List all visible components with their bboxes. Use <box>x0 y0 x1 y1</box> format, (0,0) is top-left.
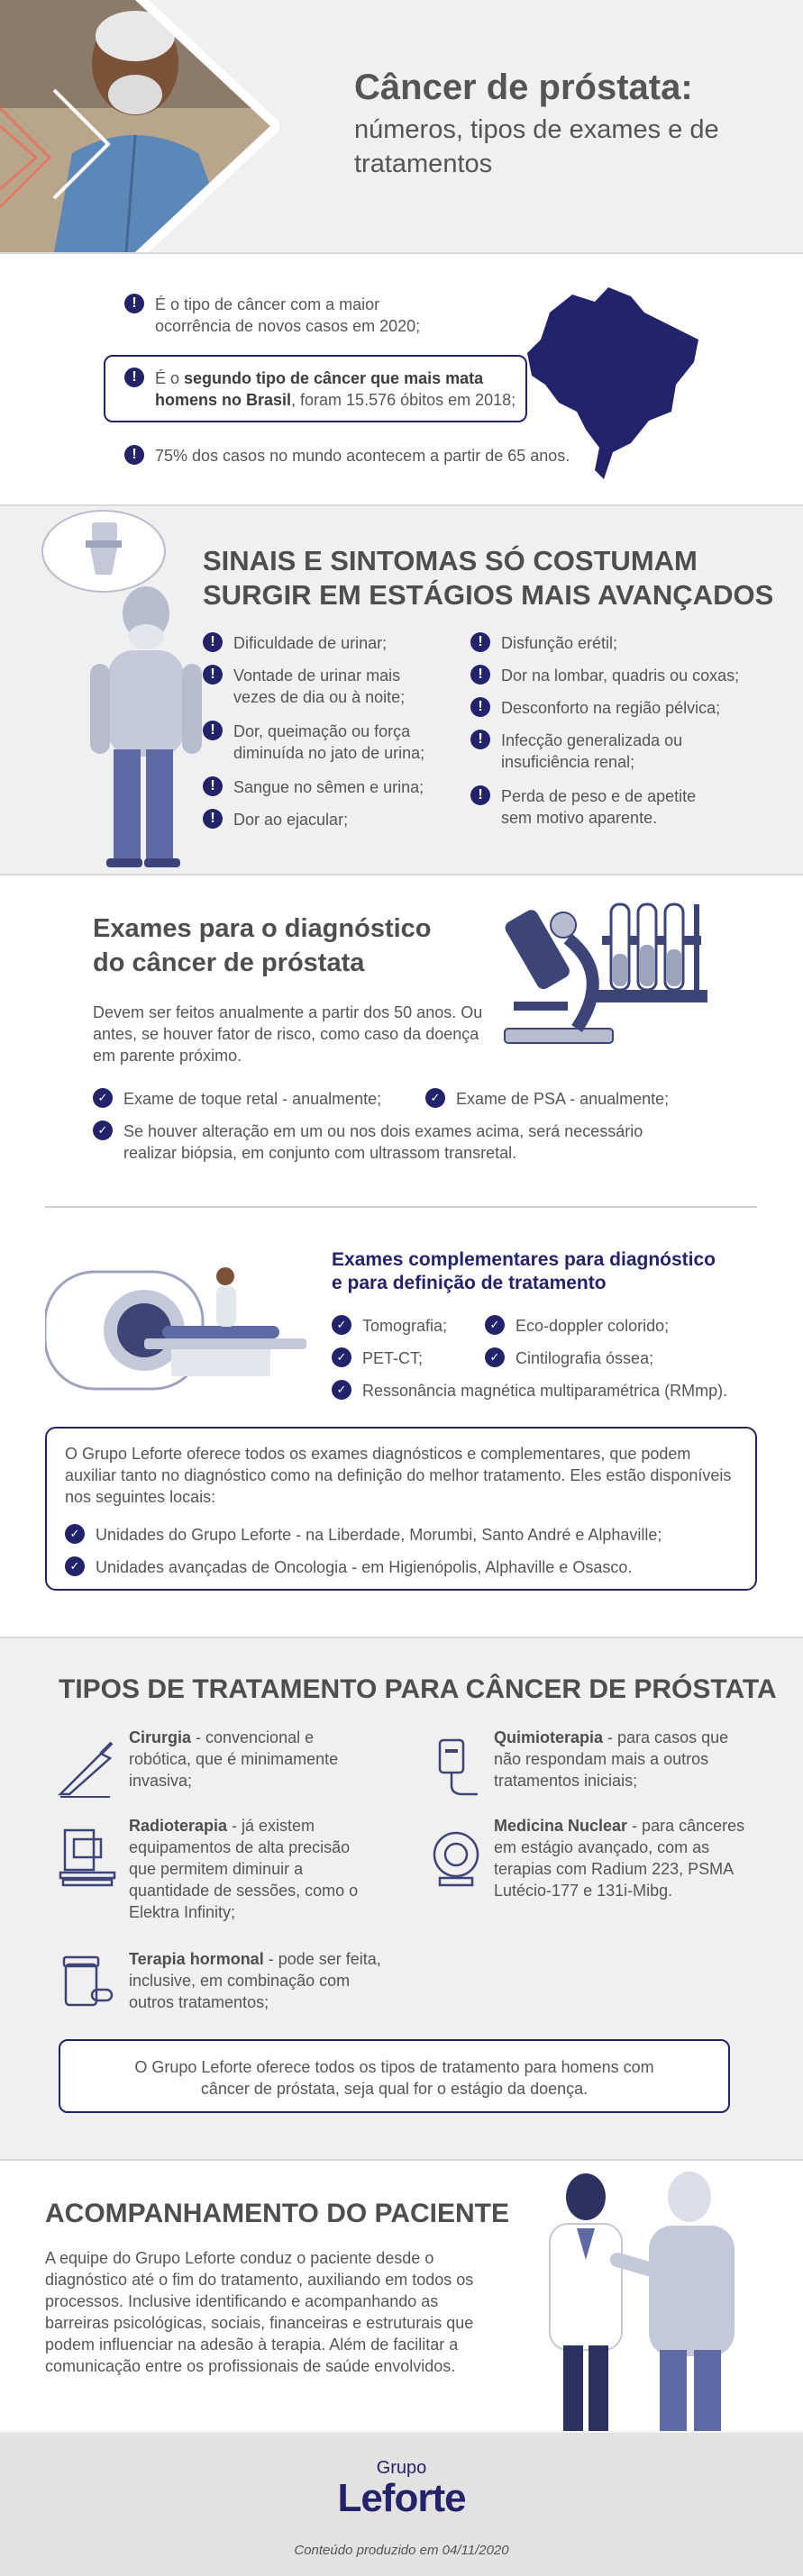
follow-up-title: ACOMPANHAMENTO DO PACIENTE <box>45 2199 510 2228</box>
treatment-hormonal: Terapia hormonal - pode ser feita, inclusive, em combinação com outros tratamentos; <box>129 1950 381 2011</box>
treatment-offer-box: O Grupo Leforte oferece todos os tipos de tratamento para homens com câncer de próstata, seja qual for o estágio da doença. <box>59 2039 730 2113</box>
symptom-item: ! Dor na lombar, quadris ou coxas; <box>470 665 777 686</box>
exclamation-icon: ! <box>124 367 144 387</box>
inner-divider <box>45 1206 757 1208</box>
elderly-man-photo <box>0 0 279 252</box>
check-icon: ✓ <box>332 1347 351 1367</box>
check-icon: ✓ <box>93 1120 113 1140</box>
symptom-item: ! Perda de peso e de apetite sem motivo aparente. <box>470 785 705 829</box>
symptom-item: ! Disfunção erétil; <box>470 632 768 654</box>
test-tubes-icon <box>595 900 712 1012</box>
check-icon: ✓ <box>332 1315 351 1335</box>
exam-item: ✓ Se houver alteração em um ou nos dois exames acima, será necessário realizar biópsia, em conjunto com ultrassom transretal. <box>93 1120 679 1164</box>
follow-up-section <box>0 2161 803 2431</box>
locations-text: O Grupo Leforte oferece todos os exames diagnósticos e complementares, que podem auxiliar tanto no diagnóstico como na definição do melhor tratamento. Eles estão disponíveis nos seguintes locais: <box>65 1445 732 1506</box>
exclamation-icon: ! <box>470 785 490 805</box>
exams-title: Exames para o diagnóstico do câncer de próstata <box>93 914 432 977</box>
treatment-surgery: Cirurgia - convencional e robótica, que é minimamente invasiva; <box>129 1728 339 1790</box>
exclamation-icon: ! <box>470 665 490 685</box>
symptom-item: ! Desconforto na região pélvica; <box>470 697 768 719</box>
symptom-item: ! Infecção generalizada ou insuficiência renal; <box>470 730 705 773</box>
footer-section <box>0 2433 803 2576</box>
location-item: ✓ Unidades do Grupo Leforte - na Liberdade, Morumbi, Santo André e Alphaville; <box>65 1524 662 1546</box>
check-icon: ✓ <box>65 1556 85 1576</box>
exam-item: ✓ Exame de toque retal - anualmente; <box>93 1088 381 1110</box>
check-icon: ✓ <box>485 1315 505 1335</box>
symptoms-title: SINAIS E SINTOMAS SÓ COSTUMAM SURGIR EM ESTÁGIOS MAIS AVANÇADOS <box>203 545 774 611</box>
stat-text: É o tipo de câncer com a maior ocorrência de novos casos em 2020; <box>155 295 421 335</box>
treatment-nuclear-medicine: Medicina Nuclear - para cânceres em estágio avançado, com as terapias com Radium 223, PSMA Lutécio-177 e 131i-Mibg. <box>494 1817 745 1900</box>
stat-item <box>124 294 422 337</box>
exam-item: ✓ Ressonância magnética multiparamétrica (RMmp). <box>332 1380 727 1401</box>
elderly-man-illustration <box>81 583 207 869</box>
exclamation-icon: ! <box>470 730 490 749</box>
check-icon: ✓ <box>425 1088 445 1108</box>
footer-note: Conteúdo produzido em 04/11/2020 <box>294 2543 509 2558</box>
exclamation-icon: ! <box>203 809 223 829</box>
stat-item <box>124 367 521 411</box>
exclamation-icon: ! <box>203 665 223 685</box>
radiotherapy-machine-icon <box>56 1826 119 1889</box>
exams-section <box>0 875 803 1637</box>
scalpel-icon <box>56 1736 119 1799</box>
symptom-item: ! Dificuldade de urinar; <box>203 632 446 654</box>
mri-scanner-icon <box>45 1263 315 1398</box>
treatment-radiotherapy: Radioterapia - já existem equipamentos de alta precisão que permitem diminuir a quantidade de sessões, como o Elektra Infinity; <box>129 1817 359 1921</box>
stat-text: 75% dos casos no mundo acontecem a partir de 65 anos. <box>155 447 570 465</box>
nuclear-scanner-icon <box>431 1828 485 1891</box>
exclamation-icon: ! <box>470 632 490 652</box>
exam-item: ✓ Tomografia; <box>332 1315 447 1337</box>
treatments-section <box>0 1638 803 2159</box>
treatment-chemotherapy: Quimioterapia - para casos que não respondam mais a outros tratamentos iniciais; <box>494 1728 729 1790</box>
check-icon: ✓ <box>332 1380 351 1400</box>
check-icon: ✓ <box>65 1524 85 1544</box>
exclamation-icon: ! <box>470 697 490 717</box>
locations-box <box>45 1427 757 1591</box>
symptom-item: ! Sangue no sêmen e urina; <box>203 776 428 798</box>
logo-grupo-text: Grupo <box>376 2458 427 2478</box>
exam-item: ✓ Exame de PSA - anualmente; <box>425 1088 669 1110</box>
brazil-map-icon <box>523 277 703 484</box>
exclamation-icon: ! <box>203 721 223 740</box>
symptom-item: ! Dor, queimação ou força diminuída no jato de urina; <box>203 721 428 764</box>
complementary-title: Exames complementares para diagnóstico e para definição de tratamento <box>332 1249 716 1293</box>
check-icon: ✓ <box>485 1347 505 1367</box>
treatments-title: TIPOS DE TRATAMENTO PARA CÂNCER DE PRÓSTATA <box>59 1674 777 1704</box>
symptom-item: ! Vontade de urinar mais vezes de dia ou à noite; <box>203 665 428 708</box>
check-icon: ✓ <box>93 1088 113 1108</box>
exclamation-icon: ! <box>124 445 144 465</box>
pill-bottle-icon <box>61 1955 115 2009</box>
hero-title: Câncer de próstata: <box>354 68 693 107</box>
location-item: ✓ Unidades avançadas de Oncologia - em Higienópolis, Alphaville e Osasco. <box>65 1556 632 1578</box>
follow-up-text: A equipe do Grupo Leforte conduz o paciente desde o diagnóstico até o fim do tratamento, auxiliando em todos os processos. Inclusive identificando e acompanhando as barreiras psicológicas, sociais, financeiras e estruturais que podem influenciar na adesão à terapia. Além de facilitar a comunicação entre os profissionais de saúde envolvidos. <box>45 2249 474 2375</box>
exclamation-icon: ! <box>124 294 144 313</box>
symptom-item: ! Dor ao ejacular; <box>203 809 428 830</box>
leforte-logo: Leforte <box>337 2476 466 2520</box>
symptoms-section <box>0 506 803 874</box>
exam-item: ✓ PET-CT; <box>332 1347 423 1369</box>
doctor-patient-illustration <box>541 2161 748 2431</box>
stat-text: É o segundo tipo de câncer que mais mata homens no Brasil, foram 15.576 óbitos em 2018; <box>155 369 516 409</box>
hero-section <box>0 0 803 252</box>
stats-section <box>0 254 803 504</box>
iv-drip-icon <box>431 1736 485 1799</box>
exclamation-icon: ! <box>203 632 223 652</box>
exams-intro: Devem ser feitos anualmente a partir dos 50 anos. Ou antes, se houver fator de risco, como caso da doença em parente próximo. <box>93 1003 483 1065</box>
hero-subtitle: números, tipos de exames e de tratamentos <box>354 115 719 178</box>
exam-item: ✓ Eco-doppler colorido; <box>485 1315 669 1337</box>
exclamation-icon: ! <box>203 776 223 796</box>
exam-item: ✓ Cintilografia óssea; <box>485 1347 653 1369</box>
